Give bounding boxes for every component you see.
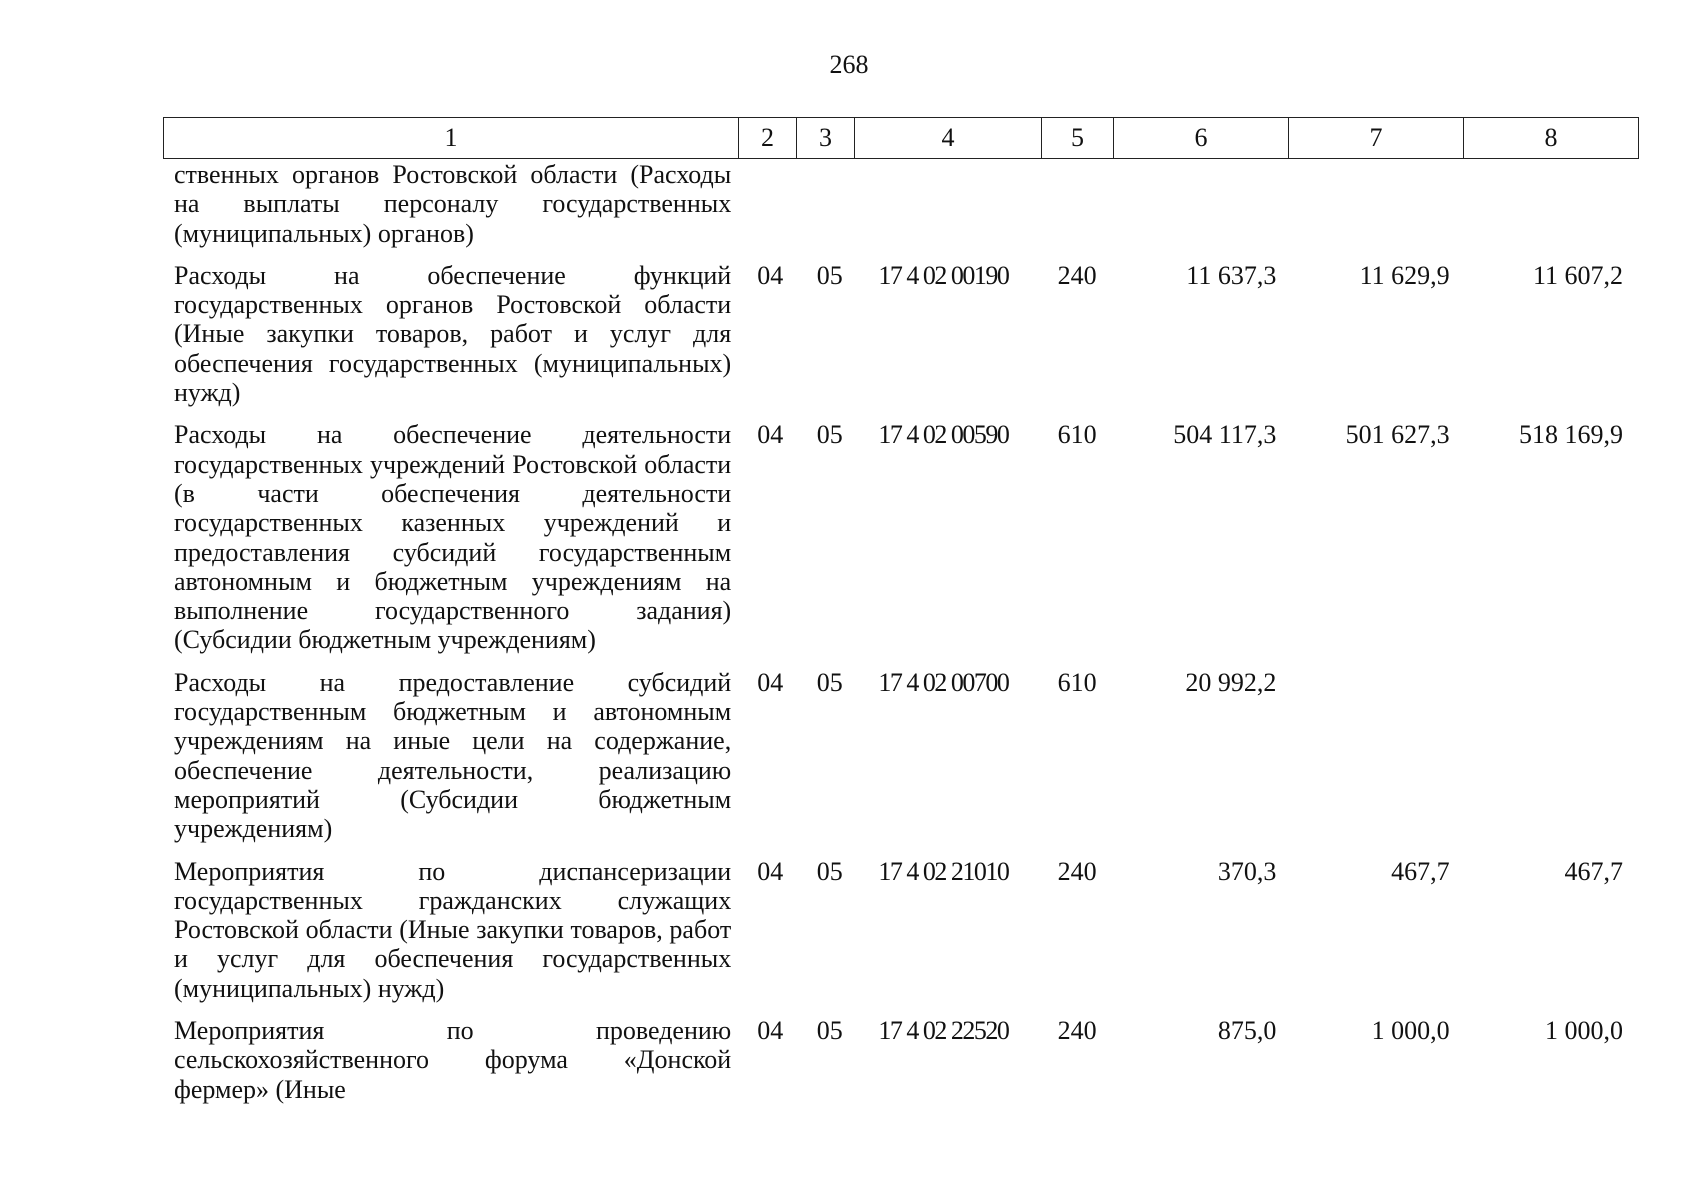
table-row [163, 420, 1635, 654]
row-expense-type [1044, 160, 1115, 248]
column-header-7: 7 [1289, 118, 1464, 159]
row-target-code: 17 4 02 00190 [878, 260, 1009, 290]
page-number: 268 [829, 50, 869, 79]
row-subsection: 05 [816, 1016, 843, 1046]
row-description: Расходы на обеспечение деятельности государственных учреждений Ростовской области (в части обеспечения деятельности государственных казенных учреждений и предоставления субсидий государственным автономным и бюджетным учреждениям на выполнение государственного задания) (Субсидии бюджетным учреждениям) [174, 420, 732, 655]
row-section [743, 160, 801, 248]
row-amount-6: 11 637,3 [1186, 260, 1277, 290]
row-amount-7: 501 627,3 [1345, 420, 1450, 450]
row-amount-7: 1 000,0 [1371, 1016, 1450, 1046]
table-row [163, 261, 1635, 407]
row-amount-6: 20 992,2 [1185, 667, 1277, 697]
row-description: ственных органов Ростовской области (Расходы на выплаты персоналу государственных (муниципальных) органов) [174, 160, 732, 248]
row-subsection [801, 160, 859, 248]
row-expense-type: 240 [1057, 856, 1097, 886]
row-amount-8 [1462, 160, 1635, 248]
row-amount-7: 467,7 [1391, 856, 1450, 886]
row-section: 04 [757, 260, 784, 290]
table-row [163, 857, 1635, 1003]
row-amount-8: 518 169,9 [1519, 420, 1623, 450]
row-amount-6: 504 117,3 [1173, 420, 1277, 450]
table-row [163, 668, 1635, 844]
row-amount-8: 1 000,0 [1545, 1016, 1623, 1046]
row-amount-7 [1288, 160, 1461, 248]
row-subsection: 05 [816, 420, 843, 450]
table-row [163, 1016, 1635, 1104]
row-target-code: 17 4 02 21010 [878, 856, 1009, 886]
row-target-code: 17 4 02 00700 [878, 667, 1009, 697]
row-expense-type: 610 [1057, 667, 1097, 697]
row-amount-8: 467,7 [1564, 856, 1623, 886]
table-row [163, 160, 1635, 248]
row-amount-7 [1288, 668, 1461, 844]
column-header-6: 6 [1114, 118, 1289, 159]
column-header-4: 4 [855, 118, 1042, 159]
row-amount-7: 11 629,9 [1359, 260, 1450, 290]
row-description: Расходы на обеспечение функций государственных органов Ростовской области (Иные закупки товаров, работ и услуг для обеспечения государственных (муниципальных) нужд) [174, 260, 732, 408]
row-section: 04 [757, 1016, 784, 1046]
row-section: 04 [757, 667, 784, 697]
row-description: Мероприятия по проведению сельскохозяйственного форума «Донской фермер» (Иные [174, 1016, 732, 1104]
row-subsection: 05 [816, 667, 843, 697]
column-header-5: 5 [1042, 118, 1114, 159]
row-section: 04 [757, 420, 784, 450]
column-header-8: 8 [1464, 118, 1639, 159]
row-target-code: 17 4 02 22520 [878, 1016, 1009, 1046]
row-amount-6: 875,0 [1217, 1016, 1277, 1046]
column-header-1: 1 [164, 118, 739, 159]
row-target-code [858, 160, 1043, 248]
row-description: Мероприятия по диспансеризации государственных гражданских служащих Ростовской области (Иные закупки товаров, работ и услуг для обеспечения государственных (муниципальных) нужд) [174, 856, 732, 1003]
row-amount-8: 11 607,2 [1532, 260, 1623, 290]
column-header-2: 2 [739, 118, 797, 159]
row-description: Расходы на предоставление субсидий государственным бюджетным и автономным учреждениям на иные цели на содержание, обеспечение деятельности, реализацию мероприятий (Субсидии бюджетным учреждениям) [174, 667, 732, 844]
table-body [163, 160, 1635, 1117]
row-expense-type: 240 [1057, 260, 1097, 290]
row-amount-6 [1115, 160, 1288, 248]
row-subsection: 05 [816, 260, 843, 290]
row-expense-type: 610 [1057, 420, 1097, 450]
row-section: 04 [757, 856, 784, 886]
row-amount-8 [1462, 668, 1635, 844]
table-header [163, 117, 1639, 159]
row-amount-6: 370,3 [1217, 856, 1277, 886]
row-subsection: 05 [816, 856, 843, 886]
row-expense-type: 240 [1057, 1016, 1097, 1046]
column-header-3: 3 [797, 118, 855, 159]
row-target-code: 17 4 02 00590 [878, 420, 1009, 450]
